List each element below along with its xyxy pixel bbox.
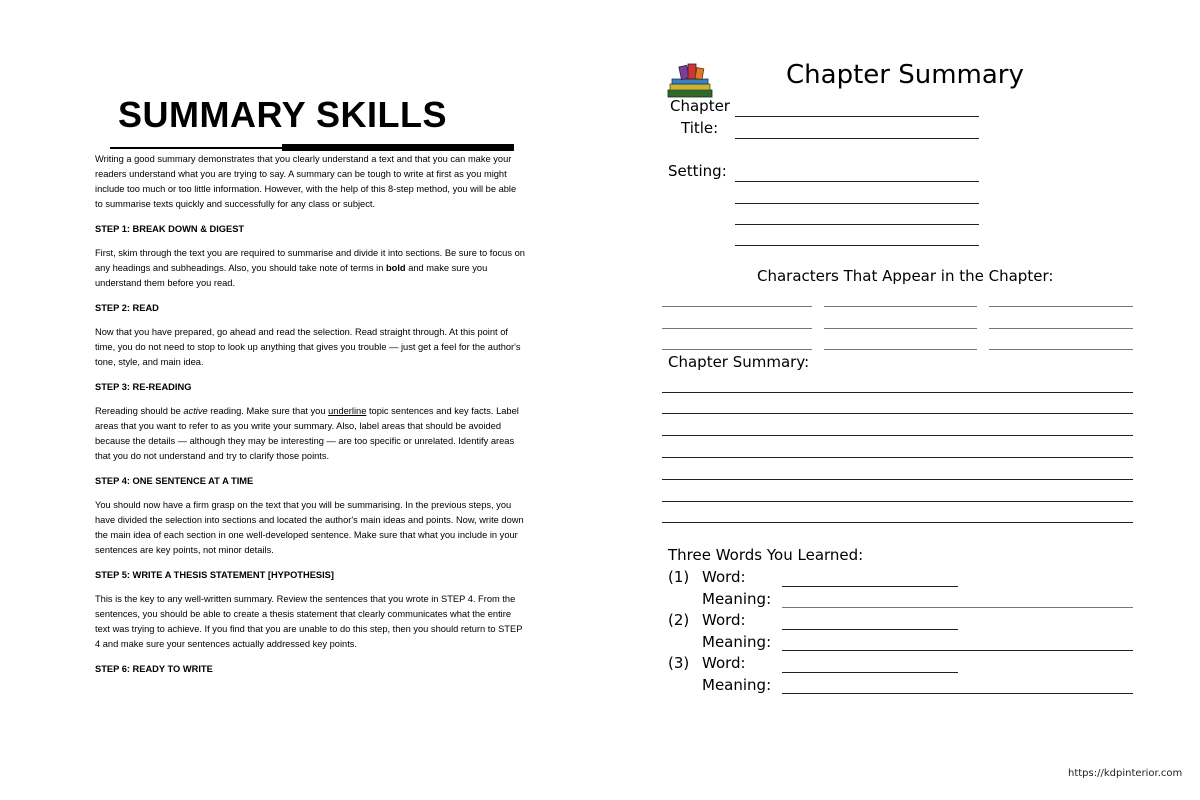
summary-line-1[interactable] xyxy=(662,392,1133,393)
characters-heading: Characters That Appear in the Chapter: xyxy=(757,267,1054,285)
character-line-r1c2[interactable] xyxy=(824,306,977,307)
word-3-number: (3) xyxy=(668,654,690,672)
step5-paragraph: This is the key to any well-written summary. Review the sentences that you wrote in STEP 4. From the sentences, you should be able to create a thesis statement that clearly communicates what the entire text was trying to achieve. If you find that you are unable to do this step, then you should return to STEP 4 and make sure your sentences actually addressed key points. xyxy=(95,594,523,649)
step3-text-a: Rereading should be xyxy=(95,406,184,416)
setting-line-4[interactable] xyxy=(735,245,979,246)
word-3-label: Word: xyxy=(702,654,746,672)
step1-bold-word: bold xyxy=(385,263,406,273)
setting-label: Setting: xyxy=(668,162,727,180)
summary-skills-body xyxy=(95,152,525,686)
meaning-1-line[interactable] xyxy=(782,607,1133,608)
character-line-r1c3[interactable] xyxy=(989,306,1133,307)
step2-heading: STEP 2: READ xyxy=(95,302,159,313)
words-heading: Three Words You Learned: xyxy=(668,546,864,564)
step6-heading: STEP 6: READY TO WRITE xyxy=(95,663,213,674)
setting-line-3[interactable] xyxy=(735,224,979,225)
step4-heading: STEP 4: ONE SENTENCE AT A TIME xyxy=(95,475,254,486)
word-1-label: Word: xyxy=(702,568,746,586)
meaning-1-label: Meaning: xyxy=(702,590,772,608)
meaning-3-line[interactable] xyxy=(782,693,1133,694)
character-line-r3c3[interactable] xyxy=(989,349,1133,350)
setting-line-2[interactable] xyxy=(735,203,979,204)
step1-text-a: First, skim through the text you are required to summarise and divide it into sections. Be sure to focus on any headings and subheadings. Also, you should take note of terms in xyxy=(95,248,525,273)
summary-line-5[interactable] xyxy=(662,479,1133,480)
footer-url: https://kdpinterior.com xyxy=(1068,768,1183,779)
setting-line-1[interactable] xyxy=(735,181,979,182)
intro-paragraph: Writing a good summary demonstrates that you clearly understand a text and that you can make your readers understand what you are trying to say. A summary can be tough to write at first as you might include too much or too little information. However, with the help of this 8-step method, you will be able to summarise texts quickly and successfully for any class or subject. xyxy=(95,154,517,209)
word-3-line[interactable] xyxy=(782,672,958,673)
character-line-r2c3[interactable] xyxy=(989,328,1133,329)
character-line-r1c1[interactable] xyxy=(662,306,812,307)
step3-heading: STEP 3: RE-READING xyxy=(95,381,192,392)
word-2-number: (2) xyxy=(668,611,690,629)
summary-line-6[interactable] xyxy=(662,501,1133,502)
step5-heading: STEP 5: WRITE A THESIS STATEMENT [HYPOTHESIS] xyxy=(95,569,334,580)
title-label: Title: xyxy=(681,119,719,137)
page-title: SUMMARY SKILLS xyxy=(118,94,448,135)
step3-text-b: reading. Make sure that you xyxy=(207,406,329,416)
word-1-line[interactable] xyxy=(782,586,958,587)
word-2-line[interactable] xyxy=(782,629,958,630)
chapter-title-line-2[interactable] xyxy=(735,138,979,139)
books-icon xyxy=(666,60,714,100)
chapter-label: Chapter xyxy=(670,97,730,115)
word-2-label: Word: xyxy=(702,611,746,629)
word-1-number: (1) xyxy=(668,568,690,586)
character-line-r3c1[interactable] xyxy=(662,349,812,350)
step1-text-b: and make sure you understand them before you read. xyxy=(95,263,488,288)
meaning-2-line[interactable] xyxy=(782,650,1133,651)
step2-paragraph: Now that you have prepared, go ahead and read the selection. Read straight through. At this point of time, you do not need to stop to look up anything that gives you trouble — just get a feel for the author's tone, style, and main idea. xyxy=(95,327,521,367)
step3-text-c: topic sentences and key facts. Label areas that you want to refer to as you write your summary. Also, label areas that should be avoided because the details — although they may be interesting — are too specific or unrelated. Identify areas that you do not understand and try to clarify those points. xyxy=(95,406,519,461)
character-line-r2c2[interactable] xyxy=(824,328,977,329)
character-line-r3c2[interactable] xyxy=(824,349,977,350)
step3-paragraph xyxy=(95,404,525,464)
title-underline-accent xyxy=(282,144,514,151)
step3-underline-word: underline xyxy=(328,406,367,416)
chapter-title-line-1[interactable] xyxy=(735,116,979,117)
summary-line-7[interactable] xyxy=(662,522,1133,523)
summary-line-3[interactable] xyxy=(662,435,1133,436)
step1-paragraph xyxy=(95,246,525,291)
step4-paragraph: You should now have a firm grasp on the text that you will be summarising. In the previous steps, you have divided the selection into sections and located the author's main ideas and points. Now, write down the main idea of each section in one well-developed sentence. Make sure that what you include in your sentences are key points, not minor details. xyxy=(95,500,524,555)
meaning-2-label: Meaning: xyxy=(702,633,772,651)
summary-label: Chapter Summary: xyxy=(668,353,810,371)
summary-line-2[interactable] xyxy=(662,413,1133,414)
chapter-summary-title: Chapter Summary xyxy=(786,60,1024,90)
meaning-3-label: Meaning: xyxy=(702,676,772,694)
character-line-r2c1[interactable] xyxy=(662,328,812,329)
step1-heading: STEP 1: BREAK DOWN & DIGEST xyxy=(95,223,245,234)
summary-line-4[interactable] xyxy=(662,457,1133,458)
step3-italic-word: active xyxy=(183,406,208,416)
